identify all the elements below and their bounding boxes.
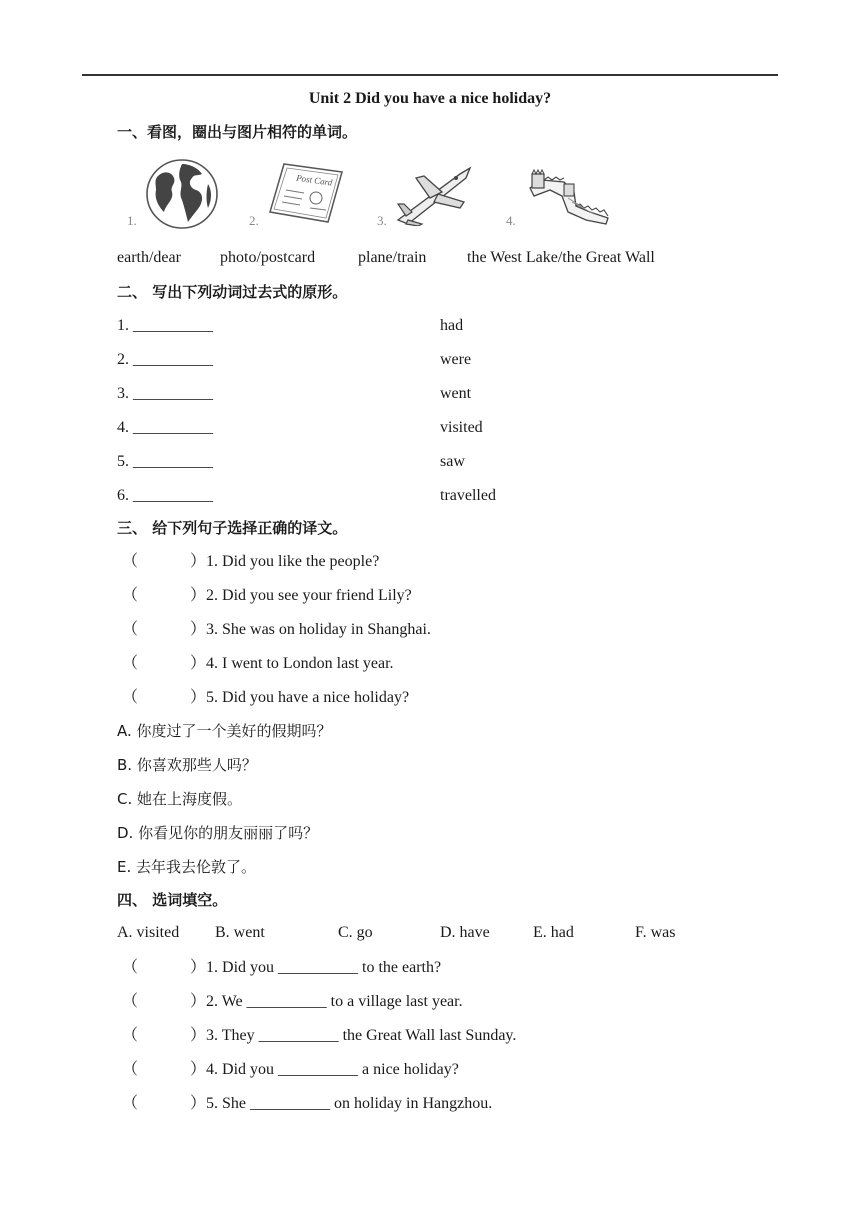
fill-row xyxy=(122,992,463,1012)
choice-2: photo/postcard xyxy=(220,249,316,266)
fill-row xyxy=(122,1060,459,1080)
verb-4: visited xyxy=(440,419,483,436)
section4-heading: 四、 选词填空。 xyxy=(117,891,228,909)
verb-3: went xyxy=(440,385,472,402)
open-paren: （ xyxy=(122,993,139,1010)
fill-sentence-5: 5. She __________ on holiday in Hangzhou. xyxy=(206,1095,493,1112)
question-row xyxy=(122,586,412,606)
option-f: F. was xyxy=(635,924,676,941)
postcard-label: Post Card xyxy=(295,172,333,188)
open-paren: （ xyxy=(122,655,139,672)
translation-a: A. 你度过了一个美好的假期吗？ xyxy=(117,722,332,740)
verb-5: saw xyxy=(440,453,465,470)
option-b: B. went xyxy=(215,924,265,941)
option-e: E. had xyxy=(533,924,574,941)
open-paren: （ xyxy=(122,1061,139,1078)
close-paren: ） xyxy=(190,1061,207,1078)
section2-heading: 二、 写出下列动词过去式的原形。 xyxy=(117,283,348,301)
blank-4: 4. __________ xyxy=(117,419,213,436)
blank-5: 5. __________ xyxy=(117,453,213,470)
close-paren: ） xyxy=(190,1095,207,1112)
open-paren: （ xyxy=(122,587,139,604)
fill-sentence-3: 3. They __________ the Great Wall last Sunday. xyxy=(206,1027,517,1044)
sentence-2: 2. Did you see your friend Lily? xyxy=(206,587,412,604)
fill-sentence-2: 2. We __________ to a village last year. xyxy=(206,993,463,1010)
translation-e: E. 去年我去伦敦了。 xyxy=(117,858,257,876)
choice-3: plane/train xyxy=(358,249,427,266)
question-row xyxy=(122,620,431,640)
verb-2: were xyxy=(440,351,472,368)
airplane-icon xyxy=(394,164,474,226)
close-paren: ） xyxy=(190,621,207,638)
header-rule xyxy=(82,74,778,76)
earth-globe-icon xyxy=(142,156,222,232)
picture-number-2: 2. xyxy=(249,213,259,228)
choice-1: earth/dear xyxy=(117,249,181,266)
translation-b: B. 你喜欢那些人吗？ xyxy=(117,756,257,774)
open-paren: （ xyxy=(122,689,139,706)
sentence-3: 3. She was on holiday in Shanghai. xyxy=(206,621,431,638)
fill-row xyxy=(122,958,441,978)
close-paren: ） xyxy=(190,959,207,976)
verb-1: had xyxy=(440,317,464,334)
verb-6: travelled xyxy=(440,487,496,504)
question-row xyxy=(122,688,409,708)
question-row xyxy=(122,552,379,572)
picture-number-4: 4. xyxy=(506,213,516,228)
open-paren: （ xyxy=(122,959,139,976)
question-row xyxy=(122,654,394,674)
fill-sentence-1: 1. Did you __________ to the earth? xyxy=(206,959,442,976)
blank-2: 2. __________ xyxy=(117,351,213,368)
close-paren: ） xyxy=(190,553,207,570)
close-paren: ） xyxy=(190,587,207,604)
picture-number-1: 1. xyxy=(127,213,137,228)
close-paren: ） xyxy=(190,689,207,706)
section1-heading: 一、看图，圈出与图片相符的单词。 xyxy=(117,123,358,141)
blank-1: 1. __________ xyxy=(117,317,213,334)
page-title: Unit 2 Did you have a nice holiday? xyxy=(308,90,552,107)
open-paren: （ xyxy=(122,621,139,638)
translation-c: C. 她在上海度假。 xyxy=(117,790,243,808)
great-wall-icon xyxy=(524,162,614,228)
sentence-1: 1. Did you like the people? xyxy=(206,553,380,570)
close-paren: ） xyxy=(190,1027,207,1044)
choice-4: the West Lake/the Great Wall xyxy=(467,249,655,266)
open-paren: （ xyxy=(122,1095,139,1112)
option-c: C. go xyxy=(338,924,373,941)
sentence-5: 5. Did you have a nice holiday? xyxy=(206,689,410,706)
picture-number-3: 3. xyxy=(377,213,387,228)
sentence-4: 4. I went to London last year. xyxy=(206,655,394,672)
close-paren: ） xyxy=(190,655,207,672)
translation-d: D. 你看见你的朋友丽丽了吗？ xyxy=(117,824,319,842)
section3-heading: 三、 给下列句子选择正确的译文。 xyxy=(117,519,348,537)
open-paren: （ xyxy=(122,1027,139,1044)
fill-row xyxy=(122,1026,516,1046)
blank-3: 3. __________ xyxy=(117,385,213,402)
postcard-icon xyxy=(266,160,346,226)
option-a: A. visited xyxy=(117,924,180,941)
fill-row xyxy=(122,1094,492,1114)
open-paren: （ xyxy=(122,553,139,570)
blank-6: 6. __________ xyxy=(117,487,213,504)
close-paren: ） xyxy=(190,993,207,1010)
fill-sentence-4: 4. Did you __________ a nice holiday? xyxy=(206,1061,459,1078)
option-d: D. have xyxy=(440,924,490,941)
